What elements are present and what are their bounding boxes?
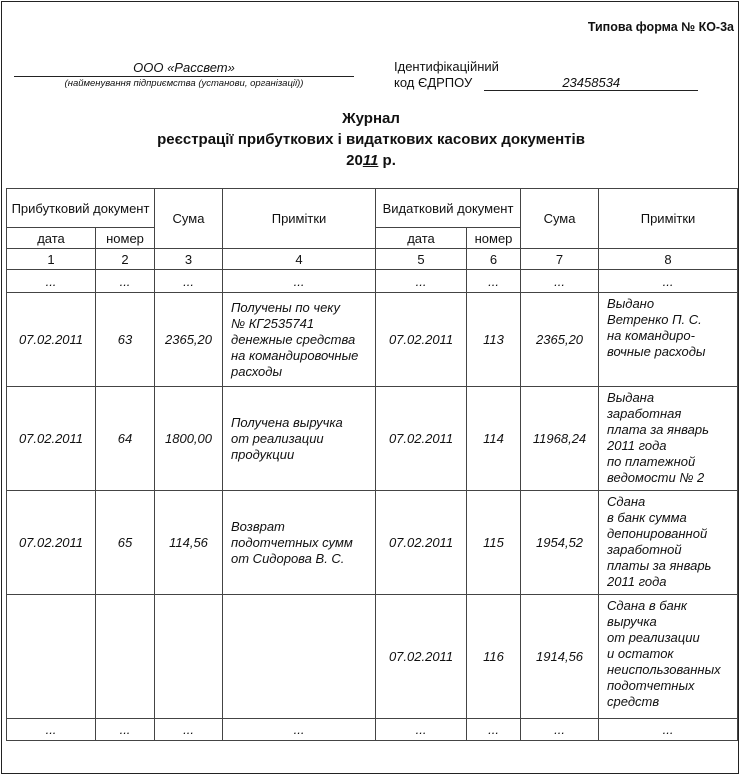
- ellipsis-cell: ...: [599, 270, 738, 293]
- income-date-cell: 07.02.2011: [7, 387, 96, 491]
- note-line: платы за январь: [607, 558, 712, 573]
- note-line: на командировочные: [231, 347, 359, 363]
- expense-date-cell: 07.02.2011: [376, 293, 467, 387]
- col-number: 8: [599, 249, 738, 270]
- ellipsis-cell: ...: [521, 719, 599, 741]
- income-note-cell: [223, 491, 376, 595]
- note-line: расходы: [231, 363, 283, 379]
- note-line: Получена выручка: [231, 414, 343, 430]
- note-line: продукции: [231, 446, 295, 462]
- ellipsis-cell: ...: [155, 719, 223, 741]
- expense-sum-cell: 11968,24: [521, 387, 599, 491]
- year-end: р.: [378, 152, 396, 169]
- expense-note-cell: [599, 387, 738, 491]
- ellipsis-cell: ...: [96, 719, 155, 741]
- note-line: 2011 года: [607, 438, 667, 453]
- income-note-cell: [223, 595, 376, 719]
- note-line: подотчетных: [607, 678, 695, 693]
- note-line: по платежной: [607, 454, 696, 469]
- journal-year: [0, 152, 742, 169]
- expense-number-cell: 116: [467, 595, 521, 719]
- ellipsis-cell: ...: [7, 719, 96, 741]
- expense-date-cell: 07.02.2011: [376, 387, 467, 491]
- income-number-cell: 65: [96, 491, 155, 595]
- note-line: средств: [607, 694, 660, 709]
- note-line: ведомости № 2: [607, 470, 705, 485]
- organization-block: [14, 60, 354, 89]
- income-sum-cell: 114,56: [155, 491, 223, 595]
- ellipsis-cell: ...: [376, 270, 467, 293]
- expense-date-cell: 07.02.2011: [376, 491, 467, 595]
- note-line: на командиро-: [607, 328, 695, 343]
- note-line: Сдана: [607, 494, 646, 509]
- note-line: № КГ2535741: [231, 315, 315, 331]
- expense-date-header: дата: [376, 228, 467, 249]
- expense-number-cell: 114: [467, 387, 521, 491]
- identification-block: [394, 59, 698, 91]
- edrpou-code: 23458534: [484, 76, 698, 91]
- income-date-header: дата: [7, 228, 96, 249]
- ellipsis-cell: ...: [599, 719, 738, 741]
- col-number: 3: [155, 249, 223, 270]
- note-line: денежные средства: [231, 331, 356, 347]
- note-line: Выдано: [607, 296, 655, 311]
- note-line: Выдана: [607, 390, 655, 405]
- note-line: Сдана в банк: [607, 598, 688, 613]
- income-date-cell: 07.02.2011: [7, 491, 96, 595]
- ellipsis-cell: ...: [521, 270, 599, 293]
- year-prefix: 20: [346, 152, 363, 169]
- note-line: и остаток: [607, 646, 674, 661]
- note-line: 2011 года: [607, 574, 667, 589]
- note-line: плата за январь: [607, 422, 709, 437]
- note-line: заработной: [607, 542, 682, 557]
- ellipsis-cell: ...: [96, 270, 155, 293]
- expense-sum-cell: 2365,20: [521, 293, 599, 387]
- col-number: 7: [521, 249, 599, 270]
- form-label: Типова форма № КО-3а: [587, 20, 734, 34]
- note-line: Возврат: [231, 518, 285, 534]
- expense-sum-header: Сума: [521, 189, 599, 249]
- ellipsis-cell: ...: [7, 270, 96, 293]
- income-note-cell: [223, 293, 376, 387]
- table-row: [7, 491, 738, 595]
- note-line: в банк сумма: [607, 510, 687, 525]
- expense-note-cell: [599, 595, 738, 719]
- expense-sum-cell: 1914,56: [521, 595, 599, 719]
- expense-number-cell: 113: [467, 293, 521, 387]
- note-line: от Сидорова В. С.: [231, 550, 345, 566]
- ellipsis-cell: ...: [376, 719, 467, 741]
- col-number: 5: [376, 249, 467, 270]
- ellipsis-cell: ...: [223, 270, 376, 293]
- cash-journal-table: [6, 188, 738, 741]
- income-sum-cell: 1800,00: [155, 387, 223, 491]
- ellipsis-cell: ...: [467, 270, 521, 293]
- ellipsis-cell: ...: [467, 719, 521, 741]
- note-line: подотчетных сумм: [231, 534, 353, 550]
- ellipsis-row: [7, 719, 738, 741]
- ellipsis-row: [7, 270, 738, 293]
- note-line: депонированной: [607, 526, 708, 541]
- income-number-cell: [96, 595, 155, 719]
- expense-number-cell: 115: [467, 491, 521, 595]
- income-sum-header: Сума: [155, 189, 223, 249]
- expense-sum-cell: 1954,52: [521, 491, 599, 595]
- note-line: Получены по чеку: [231, 299, 340, 315]
- organization-caption: (найменування підприємства (установи, організації)): [64, 78, 304, 89]
- expense-note-cell: [599, 293, 738, 387]
- income-date-cell: 07.02.2011: [7, 293, 96, 387]
- expense-note-cell: [599, 491, 738, 595]
- income-notes-header: Примітки: [223, 189, 376, 249]
- expense-doc-header: Видатковий документ: [376, 189, 521, 228]
- expense-number-header: номер: [467, 228, 521, 249]
- table-row: [7, 595, 738, 719]
- income-sum-cell: 2365,20: [155, 293, 223, 387]
- ident-label-line1: Ідентифікаційний: [394, 59, 499, 74]
- expense-date-cell: 07.02.2011: [376, 595, 467, 719]
- organization-name: ООО «Рассвет»: [14, 60, 354, 77]
- income-sum-cell: [155, 595, 223, 719]
- journal-subtitle: реєстрації прибуткових і видаткових касових документів: [157, 131, 585, 148]
- col-number: 4: [223, 249, 376, 270]
- col-number: 1: [7, 249, 96, 270]
- note-line: от реализации: [607, 630, 700, 645]
- col-number: 2: [96, 249, 155, 270]
- table-row: [7, 387, 738, 491]
- note-line: неиспользованных: [607, 662, 721, 677]
- table-row: [7, 293, 738, 387]
- year-suffix: 11: [362, 152, 379, 169]
- note-line: вочные расходы: [607, 344, 706, 359]
- income-number-header: номер: [96, 228, 155, 249]
- note-line: выручка: [607, 614, 657, 629]
- ellipsis-cell: ...: [223, 719, 376, 741]
- income-date-cell: [7, 595, 96, 719]
- income-number-cell: 64: [96, 387, 155, 491]
- ellipsis-cell: ...: [155, 270, 223, 293]
- expense-notes-header: Примітки: [599, 189, 738, 249]
- journal-title: Журнал: [342, 110, 400, 127]
- income-doc-header: Прибутковий документ: [7, 189, 155, 228]
- note-line: заработная: [607, 406, 682, 421]
- income-number-cell: 63: [96, 293, 155, 387]
- ident-label-line2: код ЄДРПОУ: [394, 75, 473, 90]
- income-note-cell: [223, 387, 376, 491]
- note-line: Ветренко П. С.: [607, 312, 702, 327]
- note-line: от реализации: [231, 430, 324, 446]
- col-number: 6: [467, 249, 521, 270]
